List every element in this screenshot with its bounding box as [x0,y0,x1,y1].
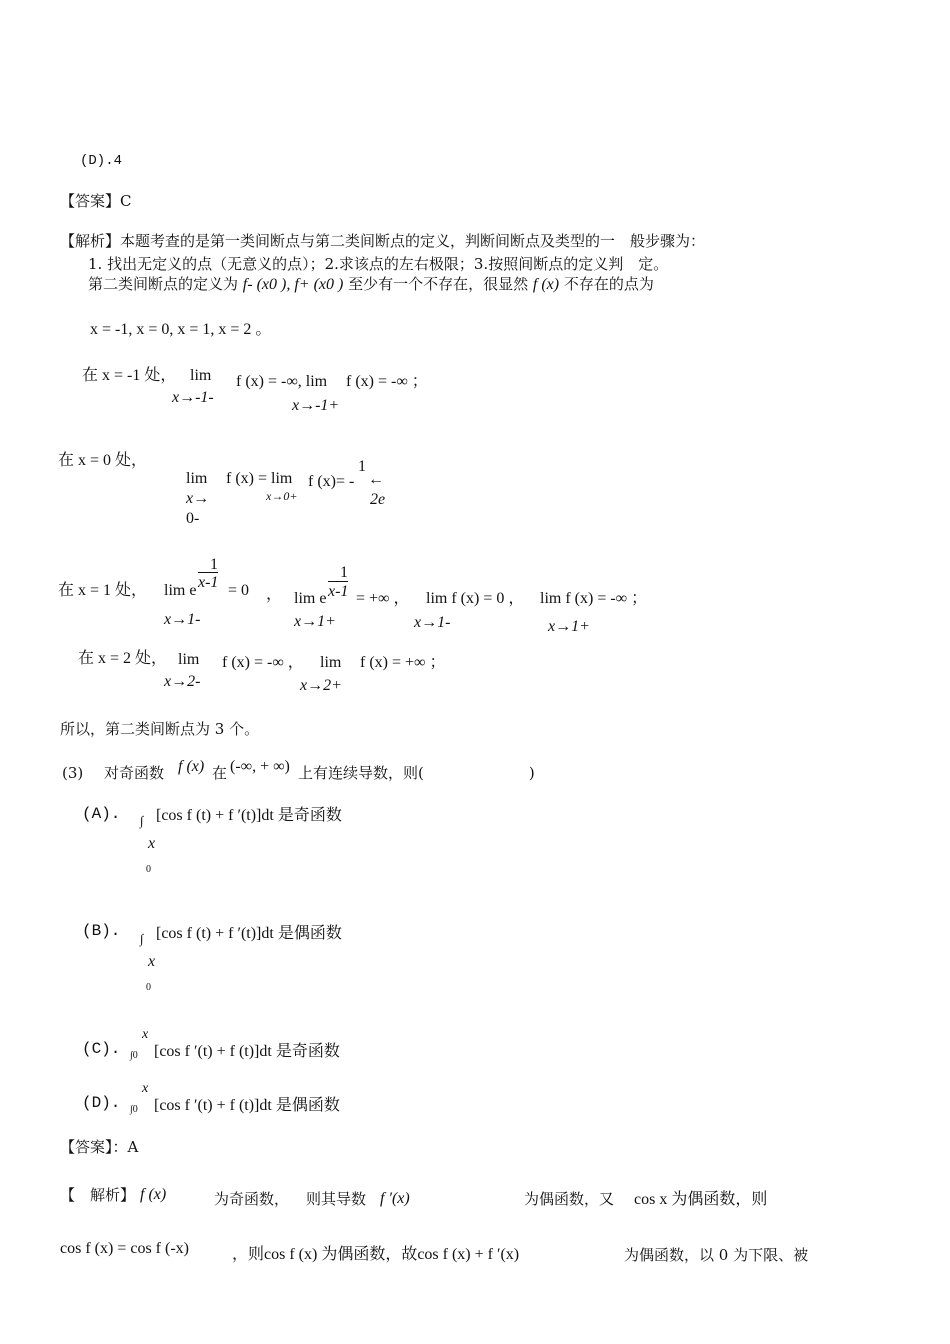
case3-exp2-den: x-1 [328,583,349,600]
case1-expr2: f (x) = -∞ ； [346,373,428,390]
case3-comma: ， [266,586,283,603]
case3-exp1-den: x-1 [198,574,219,591]
analysis2-line2-c: 为偶函数，以 0 为下限、被 [624,1246,809,1264]
case3-lim4: lim f (x) = -∞ ； [540,590,648,607]
option-a-label: (A). [82,805,121,823]
question-stem-a: 对奇函数 [104,764,165,782]
analysis-steps: 1. 找出无定义的点（无意义的点）；2.求该点的左右极限；3.按照间断点的定义判 定。 [88,255,669,273]
option-b-label: (B). [82,922,121,940]
option-c-body: [cos f ′(t) + f (t)]dt 是奇函数 [154,1043,340,1060]
case2-expr: f (x) = lim [226,470,293,487]
option-b-integral: ∫ [140,931,144,946]
option-a-integral: ∫ [140,813,144,828]
option-d-integral: ∫0 [130,1104,138,1115]
option-d-label: (D). [82,1094,121,1112]
case4-prefix: 在 x = 2 处， [78,650,168,667]
case3-prefix: 在 x = 1 处， [58,582,148,599]
analysis2-label: 【 解析】 [60,1186,136,1204]
option-c-upper: x [142,1027,149,1042]
case3-sub2: x→1+ [294,613,336,630]
conclusion: 所以，第二类间断点为 3 个。 [60,720,260,738]
analysis2-line2-b: ，则cos f (x) 为偶函数，故cos f (x) + f ′(x) [232,1246,520,1263]
option-d-previous: (D).4 [80,153,123,169]
case2-sub-b: 0- [186,510,200,527]
case2-arrow: ← [368,471,384,488]
option-a-lower: 0 [146,864,151,875]
undefined-points: x = -1, x = 0, x = 1, x = 2 。 [90,321,272,338]
analysis2-t1: 为奇函数， [214,1190,290,1208]
case3-sub4: x→1+ [548,618,590,635]
case4-sub1: x→2- [164,673,201,690]
case1-expr1: f (x) = -∞, lim [236,373,328,390]
case3-sub1: x→1- [164,611,201,628]
case2-fraction-num: 1 [358,458,366,475]
case2-sub-a: x→ [186,490,210,507]
option-b-lower: 0 [146,982,151,993]
case2-expr2: f (x)= - [308,473,355,490]
option-d-body: [cos f ′(t) + f (t)]dt 是偶函数 [154,1097,340,1114]
case3-lim1: lim e [164,582,197,599]
analysis2-cosx: cos x 为偶函数，则 [634,1191,768,1208]
case2-fraction-den: 2e [370,491,386,508]
one-sided-limits: f- (x0 ), f+ (x0 ) [242,276,344,293]
option-b-upper: x [148,953,156,970]
question-interval: (-∞, + ∞) [230,758,290,775]
question-fx: f (x) [178,758,205,775]
case2-prefix: 在 x = 0 处， [58,452,148,469]
definition-suffix: 不存在的点为 [563,275,654,293]
case1-sub2: x→-1+ [292,397,340,414]
case3-exp1-num: 1 [210,556,218,573]
case3-eq2: = +∞ ， [356,590,410,607]
case2-sub2: x→0+ [266,489,298,503]
option-c-label: (C). [82,1040,121,1058]
option-c-integral: ∫0 [130,1050,138,1061]
analysis2-fpx: f ′(x) [380,1190,410,1207]
case3-lim3: lim f (x) = 0 ， [426,590,525,607]
definition-line [88,275,654,294]
option-a-upper: x [148,835,156,852]
question-number: (3) [62,764,84,782]
fx-symbol: f (x) [532,276,560,293]
case1-prefix: 在 x = -1 处， [82,367,177,384]
case3-sub3: x→1- [414,614,451,631]
analysis2-t2: 则其导数 [306,1190,367,1208]
analysis-intro: 【解析】本题考查的是第一类间断点与第二类间断点的定义，判断间断点及类型的一 般步骤为： [60,232,706,250]
analysis2-t3: 为偶函数，又 [524,1190,615,1208]
case1-sub1: x→-1- [172,389,214,406]
case3-lim2: lim e [294,590,327,607]
analysis2-fx: f (x) [140,1186,167,1203]
analysis2-line2-a: cos f (x) = cos f (-x) [60,1240,189,1257]
answer-label-2: 【答案】：A [60,1138,139,1156]
option-d-upper: x [142,1081,149,1096]
case4-expr1: f (x) = -∞ ， [222,654,304,671]
case4-sub2: x→2+ [300,677,342,694]
case2-lim: lim [186,470,208,487]
case4-lim2: lim [320,654,342,671]
case1-lim: lim [190,367,212,384]
case3-exp2-num: 1 [340,564,348,581]
case4-lim1: lim [178,651,200,668]
case3-eq1: = 0 [228,582,250,599]
definition-prefix: 第二类间断点的定义为 [88,275,239,293]
definition-mid: 至少有一个不存在，很显然 [348,275,529,293]
option-a-body: [cos f (t) + f ′(t)]dt 是奇函数 [156,807,342,824]
question-stem-b: 在 [212,764,228,782]
question-stem-c: 上有连续导数，则( ) [298,764,535,782]
answer-label-1: 【答案】C [60,192,132,210]
option-b-body: [cos f (t) + f ′(t)]dt 是偶函数 [156,925,342,942]
case4-expr2: f (x) = +∞ ； [360,654,446,671]
